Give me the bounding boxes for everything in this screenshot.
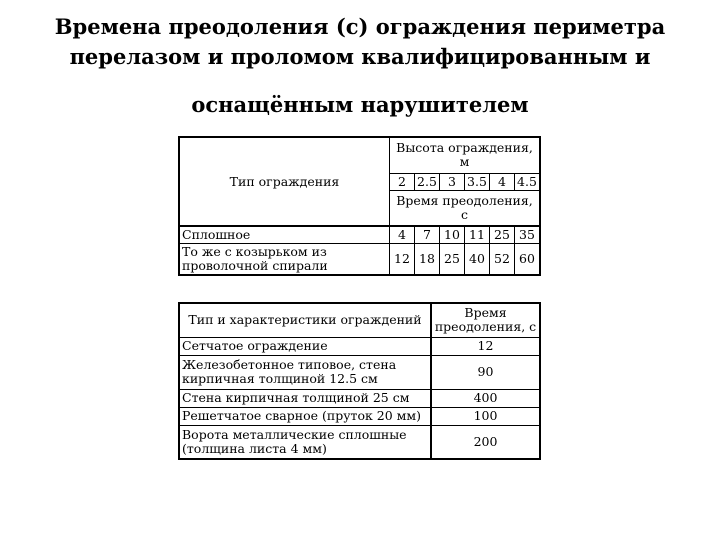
time-cell: 7 xyxy=(415,226,440,243)
height-cell: 3 xyxy=(440,173,465,190)
time-cell: 12 xyxy=(390,243,415,275)
table-row xyxy=(179,389,540,407)
table-row xyxy=(179,425,540,459)
time-header: Время преодоления, с xyxy=(390,190,541,226)
time-value: 12 xyxy=(431,337,540,355)
time-value: 200 xyxy=(431,425,540,459)
title-line-1: Времена преодоления (с) ограждения периметра xyxy=(54,14,666,39)
title-line-2: перелазом и проломом квалифицированным и xyxy=(69,44,651,69)
fence-type: То же с козырьком из проволочной спирали xyxy=(179,243,390,275)
table-row xyxy=(179,337,540,355)
title-line-3: оснащённым нарушителем xyxy=(191,92,529,117)
time-cell: 52 xyxy=(490,243,515,275)
time-cell: 18 xyxy=(415,243,440,275)
time-cell: 25 xyxy=(490,226,515,243)
time-value: 400 xyxy=(431,389,540,407)
time-cell: 25 xyxy=(440,243,465,275)
table-header-row xyxy=(179,303,540,337)
time-value: 100 xyxy=(431,407,540,425)
fence-description: Ворота металлические сплошные (толщина листа 4 мм) xyxy=(179,425,431,459)
fence-type: Сплошное xyxy=(179,226,390,243)
fence-description: Решетчатое сварное (пруток 20 мм) xyxy=(179,407,431,425)
fence-description: Сетчатое ограждение xyxy=(179,337,431,355)
height-time-table xyxy=(178,136,541,276)
slide-title xyxy=(0,12,720,120)
type-characteristics-header: Тип и характеристики ограждений xyxy=(179,303,431,337)
fence-description: Стена кирпичная толщиной 25 см xyxy=(179,389,431,407)
height-cell: 4 xyxy=(490,173,515,190)
fence-characteristics-table xyxy=(178,302,541,460)
time-header: Время преодоления, с xyxy=(431,303,540,337)
height-cell: 4.5 xyxy=(515,173,541,190)
time-cell: 40 xyxy=(465,243,490,275)
fence-description: Железобетонное типовое, стена кирпичная толщиной 12.5 см xyxy=(179,355,431,389)
time-cell: 35 xyxy=(515,226,541,243)
time-cell: 11 xyxy=(465,226,490,243)
table-row xyxy=(179,243,540,275)
height-header: Высота ограждения, м xyxy=(390,137,541,173)
height-cell: 2.5 xyxy=(415,173,440,190)
table-row xyxy=(179,355,540,389)
height-cell: 3.5 xyxy=(465,173,490,190)
height-cell: 2 xyxy=(390,173,415,190)
fence-type-header: Тип ограждения xyxy=(179,137,390,226)
table-row xyxy=(179,407,540,425)
time-value: 90 xyxy=(431,355,540,389)
time-cell: 4 xyxy=(390,226,415,243)
time-cell: 10 xyxy=(440,226,465,243)
table-row xyxy=(179,226,540,243)
time-cell: 60 xyxy=(515,243,541,275)
